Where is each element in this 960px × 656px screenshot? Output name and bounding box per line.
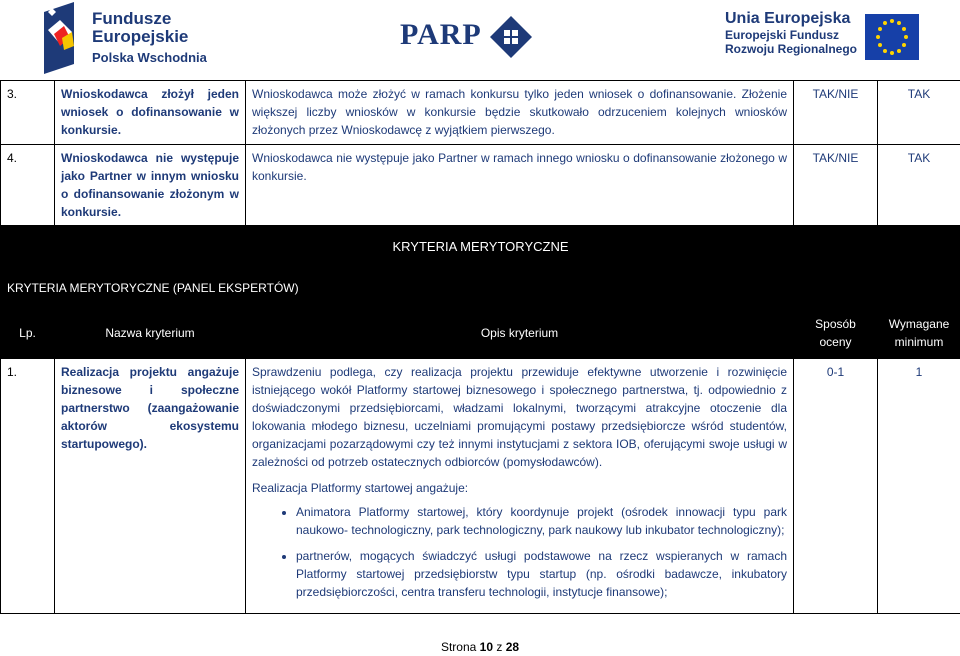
list-item: • partnerów, mogących świadczyć usługi podstawowe na rzecz wspieranych w ramach Platformy startowej przedsiębiorstw typu startup (np. ośrodki badawcze, inkubatory przedsiębiorczości, centra transferu technologii, instytucje finansowe); (296, 547, 787, 601)
fe-line2: Europejskie (92, 27, 189, 46)
row-number: 3. (1, 81, 55, 145)
criterion-description: Wnioskodawca nie występuje jako Partner w ramach innego wniosku o dofinansowanie złożonego w konkursie. (246, 145, 794, 226)
description-paragraph: Realizacja Platformy startowej angażuje: (252, 481, 469, 495)
page-header (0, 0, 960, 80)
fe-logo-text (92, 10, 207, 67)
header-description: Opis kryterium (246, 308, 794, 359)
criteria-table (0, 80, 960, 614)
parp-logo-text: PARP (400, 18, 482, 51)
header-lp: Lp. (1, 308, 55, 359)
ue-line3: Rozwoju Regionalnego (725, 42, 857, 56)
ue-logo-text (725, 12, 857, 56)
list-item: • Animatora Platformy startowej, który koordynuje projekt (ośrodek innowacji typu park naukowo- technologiczny, park technologiczny, park naukowy lub inkubator technologiczny); (296, 503, 787, 539)
table-row (1, 145, 960, 226)
unia-europejska-logo (725, 12, 925, 64)
required-minimum: 1 (878, 359, 960, 614)
assessment-method: TAK/NIE (794, 81, 878, 145)
fe-line1: Fundusze (92, 9, 172, 28)
header-name: Nazwa kryterium (55, 308, 246, 359)
section-title: KRYTERIA MERYTORYCZNE (1, 226, 960, 269)
assessment-method: TAK/NIE (794, 145, 878, 226)
criterion-name: Wnioskodawca złożył jeden wniosek o dofinansowanie w konkursie. (55, 81, 246, 145)
row-number: 1. (1, 359, 55, 614)
footer-total-pages: 28 (505, 640, 520, 654)
description-paragraph: Sprawdzeniu podlega, czy realizacja projektu przewiduje efektywne utworzenie i rozwinięcie istniejącego wokół Platformy startowej biznesowego i społecznego partnerstwa, tj. odpowiednio z doświadczonymi przedsiębiorcami, władzami lokalnymi, tworzącymi atrakcyjne otoczenie dla lokowania młodego biznesu, uczelniami promującymi postawy przedsiębiorcze wśród studentów, organizacjami pozarządowymi czy też innymi instytucjami z sektora IOB, oferującymi swoje usługi w zależności od potrzeb ostatecznych odbiorców (pomysłodawców). (252, 365, 787, 469)
required-minimum: TAK (878, 145, 960, 226)
header-method: Sposób oceny (794, 308, 878, 359)
ue-line2: Europejski Fundusz (725, 28, 840, 42)
criterion-description: Wnioskodawca może złożyć w ramach konkursu tylko jeden wniosek o dofinansowanie. Złożenie większej liczby wniosków w konkursie będzie skutkowało odrzuceniem kolejnych wniosków złożonych przez Wnioskodawcę z wyjątkiem pierwszego. (246, 81, 794, 145)
table-header-row (1, 308, 960, 359)
ue-title: Unia Europejska (725, 10, 851, 27)
parp-diamond-icon (490, 16, 532, 58)
criterion-name: Wnioskodawca nie występuje jako Partner w innym wniosku o dofinansowanie złożonym w konkursie. (55, 145, 246, 226)
row-number: 4. (1, 145, 55, 226)
subsection-band (1, 269, 960, 308)
criterion-name: Realizacja projektu angażuje biznesowe i społeczne partnerstwo (zaangażowanie aktorów ekosystemu startupowego). (55, 359, 246, 614)
section-band (1, 226, 960, 269)
eu-flag-icon (865, 14, 919, 60)
fe-line3: Polska Wschodnia (92, 50, 207, 65)
header-minimum: Wymagane minimum (878, 308, 960, 359)
required-minimum: TAK (878, 81, 960, 145)
footer-prefix: Strona (440, 640, 477, 654)
criterion-description (246, 359, 794, 614)
subsection-title: KRYTERIA MERYTORYCZNE (PANEL EKSPERTÓW) (1, 269, 960, 308)
bullet-list (252, 503, 787, 601)
footer-separator: z (496, 640, 503, 654)
table-row (1, 359, 960, 614)
page-footer (0, 640, 960, 654)
fe-logo-icon (40, 2, 80, 74)
assessment-method: 0-1 (794, 359, 878, 614)
parp-logo (400, 12, 540, 62)
table-row (1, 81, 960, 145)
fundusze-europejskie-logo (40, 2, 220, 76)
footer-page-number: 10 (479, 640, 493, 654)
